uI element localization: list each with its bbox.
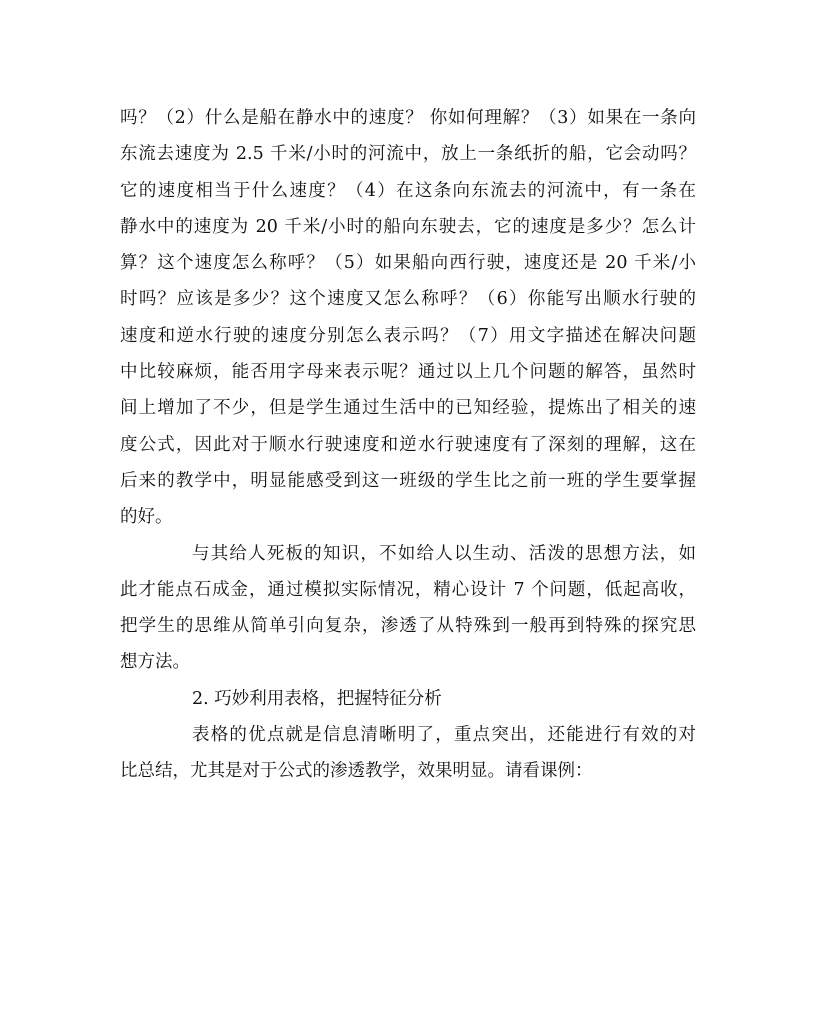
text-line: 比总结，尤其是对于公式的渗透教学，效果明显。请看课例： bbox=[120, 761, 593, 782]
text-line: 间上增加了不少，但是学生通过生活中的已知经验，提炼出了相关的速 bbox=[120, 398, 696, 419]
section-heading bbox=[120, 681, 696, 717]
text-line: 速度和逆水行驶的速度分别怎么表示吗？（7）用文字描述在解决问题 bbox=[120, 325, 696, 346]
paragraph-1 bbox=[120, 100, 696, 536]
text-line: 后来的教学中，明显能感受到这一班级的学生比之前一班的学生要掌握 bbox=[120, 470, 696, 491]
text-line: 把学生的思维从简单引向复杂，渗透了从特殊到一般再到特殊的探究思 bbox=[120, 616, 696, 637]
text-line: 吗？（2）什么是船在静水中的速度？ 你如何理解？（3）如果在一条向 bbox=[120, 108, 696, 128]
paragraph-3 bbox=[120, 717, 696, 790]
document-body bbox=[120, 100, 696, 790]
text-line: 与其给人死板的知识，不如给人以生动、活泼的思想方法，如 bbox=[192, 543, 696, 564]
heading-line: 2. 巧妙利用表格，把握特征分析 bbox=[192, 688, 442, 709]
text-line: 它的速度相当于什么速度？（4）在这条向东流去的河流中，有一条在 bbox=[120, 180, 696, 201]
text-line: 度公式，因此对于顺水行驶速度和逆水行驶速度有了深刻的理解，这在 bbox=[120, 434, 696, 455]
paragraph-2 bbox=[120, 536, 696, 681]
text-line: 时吗？应该是多少？这个速度又怎么称呼？（6）你能写出顺水行驶的 bbox=[120, 289, 696, 310]
text-line: 的好。 bbox=[120, 507, 173, 528]
text-line: 中比较麻烦，能否用字母来表示呢？通过以上几个问题的解答，虽然时 bbox=[120, 362, 696, 383]
text-line: 静水中的速度为 20 千米/小时的船向东驶去，它的速度是多少？怎么计 bbox=[120, 216, 696, 237]
text-line: 算？这个速度怎么称呼？（5）如果船向西行驶，速度还是 20 千米/小 bbox=[120, 253, 696, 274]
text-line: 此才能点石成金，通过模拟实际情况，精心设计 7 个问题，低起高收， bbox=[120, 579, 696, 600]
text-line: 表格的优点就是信息清晰明了，重点突出，还能进行有效的对 bbox=[192, 725, 696, 746]
text-line: 东流去速度为 2.5 千米/小时的河流中，放上一条纸折的船，它会动吗？ bbox=[120, 144, 696, 165]
text-line: 想方法。 bbox=[120, 652, 190, 673]
